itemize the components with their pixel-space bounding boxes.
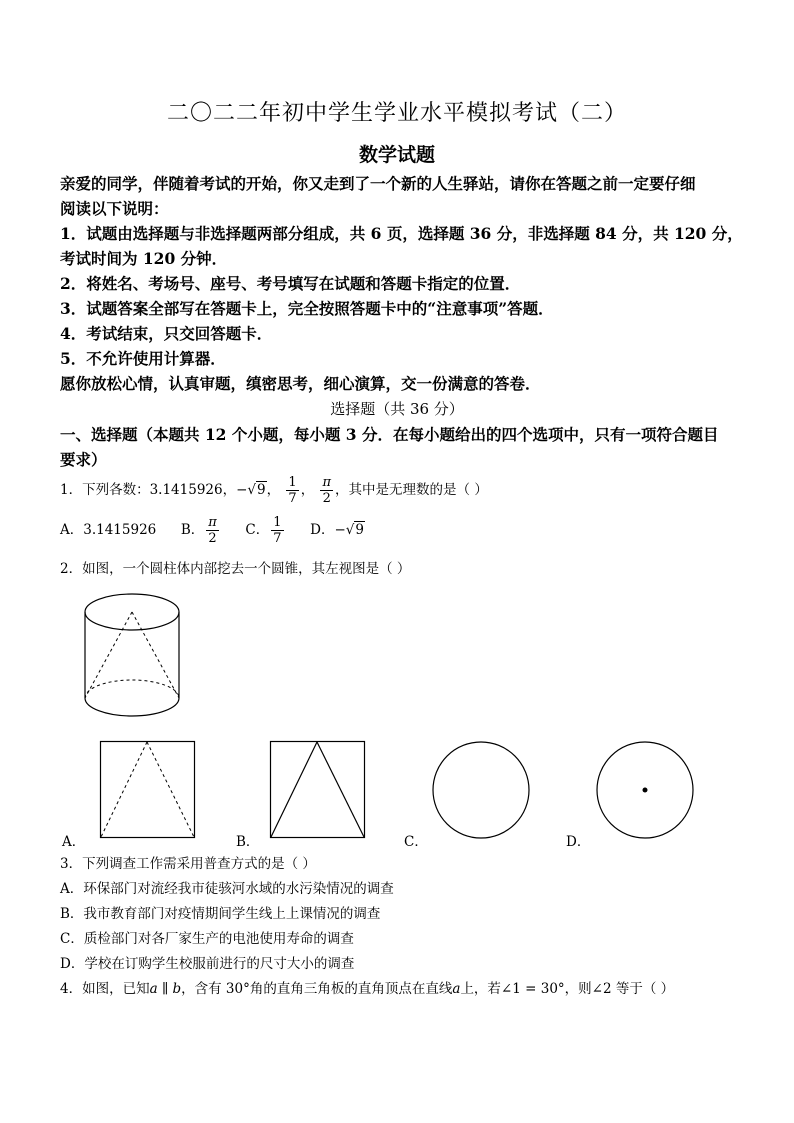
q1-fraction-pi-2: $\frac{\pi}{2}$ xyxy=(322,475,332,506)
q3-option-d[interactable]: D．学校在订购学生校服前进行的尺寸大小的调查 xyxy=(60,956,355,972)
q1-neg: − xyxy=(236,482,248,498)
instruction-item-3: 3．试题答案全部写在答题卡上，完全按照答题卡中的“注意事项”答题． xyxy=(60,299,554,318)
q1-options xyxy=(60,516,365,545)
intro-line-2: 阅读以下说明： xyxy=(60,199,169,218)
section-instruction-a: 一、选择题（本题共 12 个小题，每小题 3 分．在每小题给出的四个选项中，只有一项符合题目 xyxy=(60,425,719,444)
q1-option-c[interactable]: C． $\frac{1}{7}$ xyxy=(245,515,282,546)
question-1: 1．下列各数：3.1415926，−√9， $\frac{1}{7}$ ， $\frac{\pi}{2}$ ，其中是无理数的是（ ） xyxy=(60,475,488,506)
q1-option-a[interactable]: A．3.1415926 xyxy=(60,522,157,538)
instruction-item-2: 2．将姓名、考场号、座号、考号填写在试题和答题卡指定的位置． xyxy=(60,274,521,293)
q1-stem-start: 1．下列各数：3.1415926， xyxy=(60,482,237,498)
instruction-item-1a: 1．试题由选择题与非选择题两部分组成，共 6 页，选择题 36 分，非选择题 84 分，共 120 分， xyxy=(60,224,743,243)
q1-stem-end: ，其中是无理数的是（ ） xyxy=(335,482,488,498)
q1-fraction-1-7: $\frac{1}{7}$ xyxy=(288,475,297,506)
q2-option-c-figure[interactable] xyxy=(432,741,532,841)
intro-line-1: 亲爱的同学，伴随着考试的开始，你又走到了一个新的人生驿站，请你在答题之前一定要仔细 xyxy=(60,174,696,193)
instruction-item-4: 4．考试结束，只交回答题卡． xyxy=(60,324,273,343)
q3-option-c[interactable]: C．质检部门对各厂家生产的电池使用寿命的调查 xyxy=(60,931,354,947)
q2-option-d[interactable]: D． xyxy=(566,834,591,850)
instruction-item-1b: 考试时间为 120 分钟． xyxy=(60,249,228,268)
question-2: 2．如图，一个圆柱体内部挖去一个圆锥，其左视图是（ ） xyxy=(60,561,411,577)
cylinder-cone-figure xyxy=(80,590,190,720)
intro-closing: 愿你放松心情，认真审题，缜密思考，细心演算，交一份满意的答卷． xyxy=(60,374,541,393)
q2-option-b[interactable]: B． xyxy=(236,834,260,850)
question-3: 3．下列调查工作需采用普查方式的是（ ） xyxy=(60,856,316,872)
question-4: 4．如图，已知a ∥ b，含有 30°角的直角三角板的直角顶点在直线a上，若∠1 = 30°，则∠2 等于（ ） xyxy=(60,981,675,997)
q1-sqrt: √9 xyxy=(247,482,266,498)
q2-option-d-figure[interactable] xyxy=(596,741,696,841)
q1-option-b[interactable]: B． $\frac{\pi}{2}$ xyxy=(180,515,217,546)
section-heading: 选择题（共 36 分） xyxy=(330,400,464,418)
q2-option-b-figure[interactable] xyxy=(270,741,366,839)
q3-option-b[interactable]: B．我市教育部门对疫情期间学生线上上课情况的调查 xyxy=(60,906,381,922)
q2-option-c[interactable]: C． xyxy=(404,834,428,850)
q1-option-d[interactable]: D．−√9 xyxy=(310,522,364,538)
q2-option-a-figure[interactable] xyxy=(100,741,196,839)
exam-subtitle: 数学试题 xyxy=(358,144,435,166)
q2-option-a[interactable]: A． xyxy=(62,834,86,850)
q3-option-a[interactable]: A．环保部门对流经我市徒骇河水域的水污染情况的调查 xyxy=(60,881,394,897)
exam-title: 二〇二二年初中学生学业水平模拟考试（二） xyxy=(166,101,627,126)
section-instruction-b: 要求） xyxy=(60,450,107,469)
instruction-item-5: 5．不允许使用计算器． xyxy=(60,349,226,368)
